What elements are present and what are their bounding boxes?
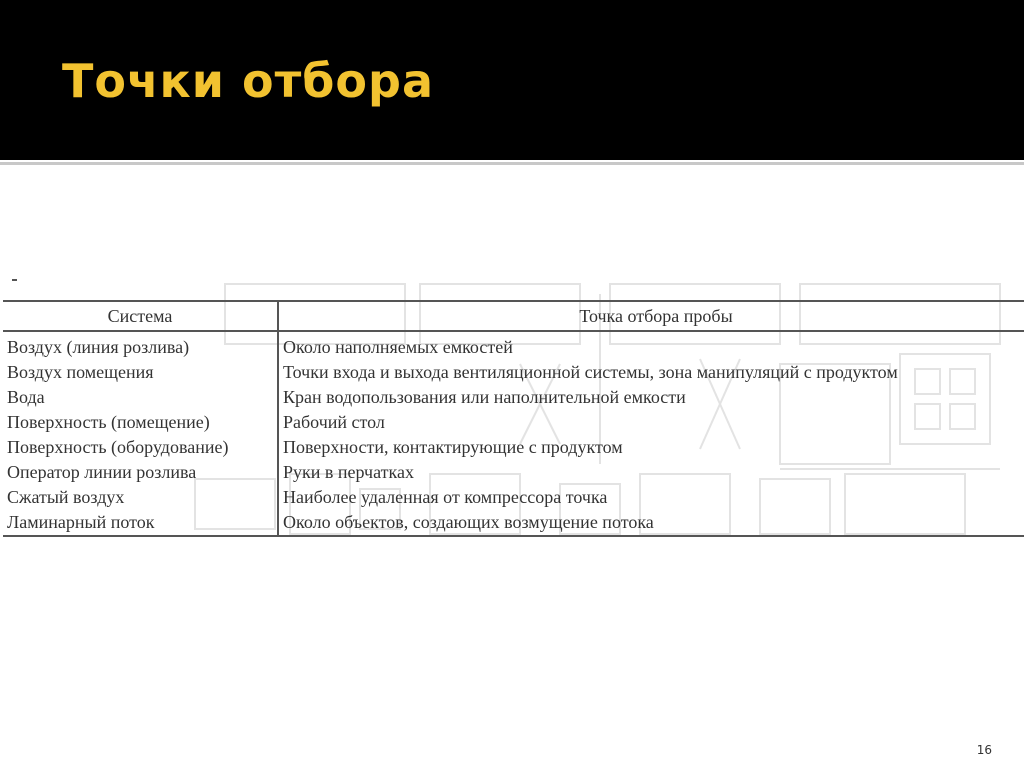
table-row xyxy=(3,360,1024,385)
table-row xyxy=(3,485,1024,510)
sampling-points-table xyxy=(3,300,1024,537)
header-sampling-point: Точка отбора пробы xyxy=(278,301,1024,331)
cell-sampling-point: Руки в перчатках xyxy=(283,462,414,482)
cell-system: Поверхность (помещение) xyxy=(3,410,278,435)
title-bar xyxy=(0,0,1024,160)
cell-system: Воздух помещения xyxy=(3,360,278,385)
table-row xyxy=(3,435,1024,460)
stray-dash-mark xyxy=(12,279,17,281)
table-row xyxy=(3,510,1024,536)
page-number: 16 xyxy=(976,743,992,757)
header-system: Система xyxy=(3,301,278,331)
cell-sampling-point: Точки входа и выхода вентиляционной системы, зона манипуляций с продуктом xyxy=(283,362,898,382)
cell-sampling-point: Наиболее удаленная от компрессора точка xyxy=(283,487,608,507)
table-row xyxy=(3,460,1024,485)
cell-sampling-point: Рабочий стол xyxy=(283,412,385,432)
cell-system: Ламинарный поток xyxy=(3,510,278,536)
slide-content xyxy=(0,166,1024,767)
cell-system: Оператор линии розлива xyxy=(3,460,278,485)
table-row xyxy=(3,385,1024,410)
cell-system: Вода xyxy=(3,385,278,410)
cell-system: Поверхность (оборудование) xyxy=(3,435,278,460)
table-row xyxy=(3,331,1024,360)
cell-sampling-point: Поверхности, контактирующие с продуктом xyxy=(283,437,623,457)
cell-system: Сжатый воздух xyxy=(3,485,278,510)
slide-title: Точки отбора xyxy=(62,54,434,108)
title-divider xyxy=(0,162,1024,165)
cell-system: Воздух (линия розлива) xyxy=(3,331,278,360)
cell-sampling-point: Кран водопользования или наполнительной емкости xyxy=(283,387,686,407)
cell-sampling-point: Около объектов, создающих возмущение потока xyxy=(278,510,1024,536)
table-row xyxy=(3,410,1024,435)
table-header-row xyxy=(3,301,1024,331)
cell-sampling-point: Около наполняемых емкостей xyxy=(283,337,513,357)
